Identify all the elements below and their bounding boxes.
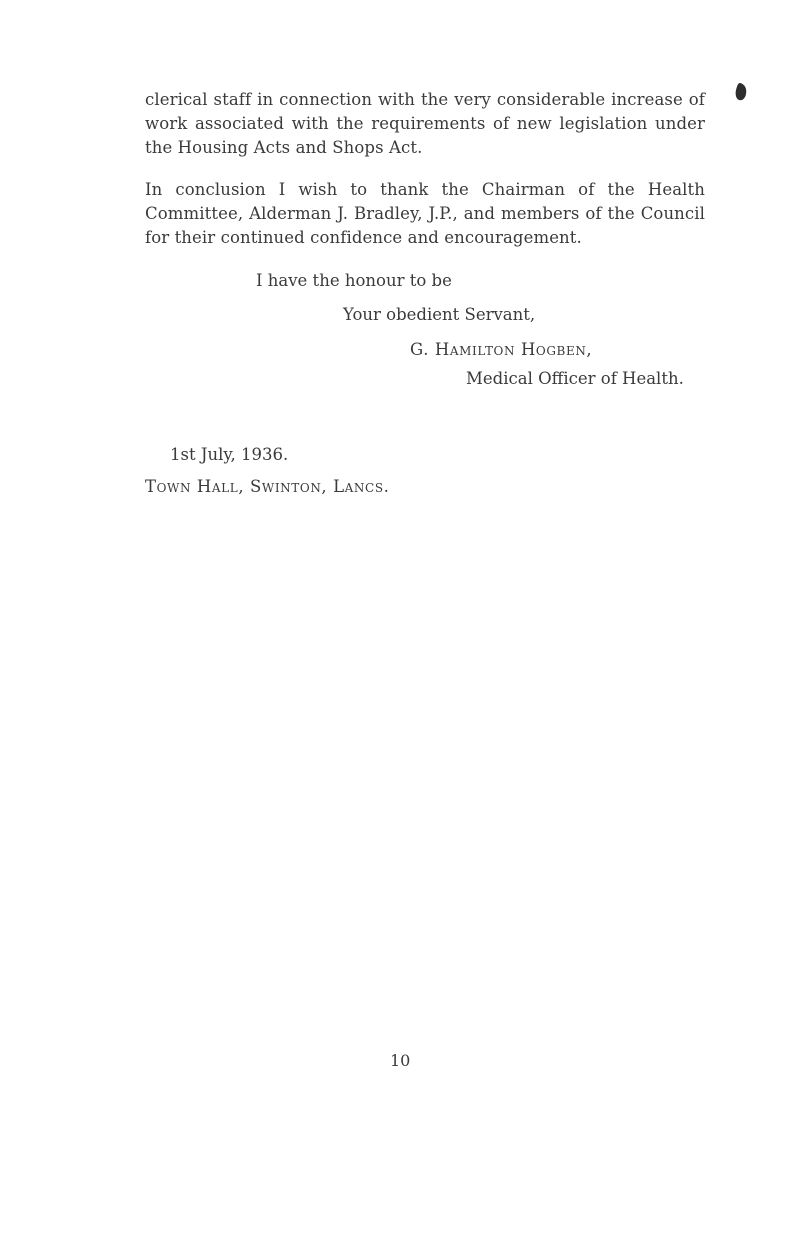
page-number: 10 — [390, 1051, 411, 1070]
letter-date: 1st July, 1936. — [170, 445, 289, 464]
paragraph-clerical-staff: clerical staff in connection with the very considerable increase of work associated with the requirements of new legislation under the Housing Acts and Shops Act. — [145, 90, 705, 157]
honour-line: I have the honour to be — [256, 271, 452, 290]
signer-title: Medical Officer of Health. — [466, 369, 684, 388]
signer-name: G. Hamilton Hogben, — [410, 340, 593, 359]
paragraph-conclusion: In conclusion I wish to thank the Chairman of the Health Committee, Alderman J. Bradley, J.P., and members of the Council for their continued confidence and encouragement. — [145, 180, 705, 247]
sender-address: Town Hall, Swinton, Lancs. — [145, 477, 390, 496]
closing-salutation: Your obedient Servant, — [343, 305, 536, 324]
ink-blot-mark — [734, 82, 748, 102]
